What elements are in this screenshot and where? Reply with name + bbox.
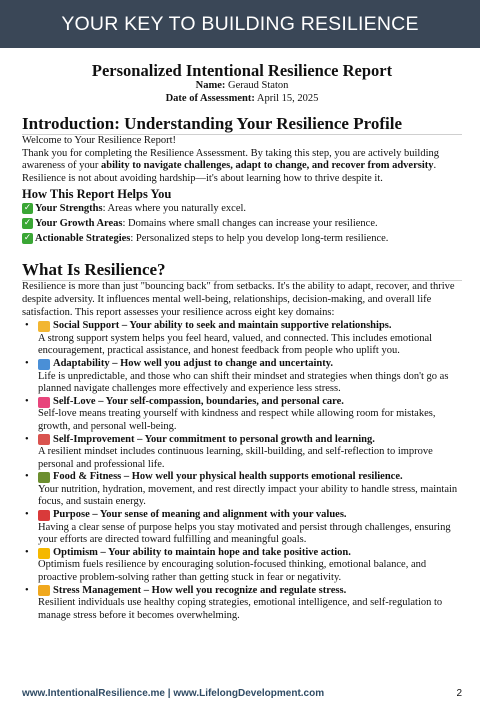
domain-heading xyxy=(38,320,462,333)
name-label: Name: xyxy=(195,80,226,91)
bullet: • xyxy=(25,320,29,332)
intro-heading: Introduction: Understanding Your Resilience Profile xyxy=(22,114,462,135)
report-name-line xyxy=(22,80,462,93)
sun-icon xyxy=(38,548,50,559)
domain-heading xyxy=(38,585,462,598)
domain-description: Your nutrition, hydration, movement, and rest directly impact your ability to handle stress, maintain focus, and sustain energy. xyxy=(38,483,458,508)
domain-heading-text: Self-Love – Your self-compassion, boundaries, and personal care. xyxy=(53,395,344,407)
intro-para-start: Thank you for completing the Resilience Assessment. By taking this step, you are actively building awareness of your xyxy=(22,147,440,172)
domain-heading-text: Purpose – Your sense of meaning and alignment with your values. xyxy=(53,509,347,521)
checklist-label: Your Growth Areas xyxy=(35,218,123,230)
domain-description: A strong support system helps you feel heard, valued, and connected. This includes emotional encouragement, practical assistance, and honest feedback from people who uplift you. xyxy=(38,332,433,357)
domain-heading-text: Social Support – Your ability to seek and maintain supportive relationships. xyxy=(53,320,392,332)
domain-description: Life is unpredictable, and those who can shift their mindset and strategies when things don't go as planned navigate challenges more effectively and experience less stress. xyxy=(38,370,449,395)
domain-list-item xyxy=(22,585,462,623)
bullet: • xyxy=(25,357,29,369)
domain-heading xyxy=(38,396,462,409)
whatis-paragraph: Resilience is more than just "bouncing back" from setbacks. It's the ability to adapt, recover, and thrive despite adversity. It influences mental well-being, relationships, decision-making, and overall life satisfaction. This report assesses your resilience across eight key domains: xyxy=(22,281,455,318)
footer xyxy=(22,688,462,699)
domain-description: Resilient individuals use healthy coping strategies, emotional intelligence, and self-regulation to manage stress before it becomes overwhelming. xyxy=(38,597,443,621)
domain-heading-text: Self-Improvement – Your commitment to personal growth and learning. xyxy=(53,433,375,445)
bullet: • xyxy=(25,584,29,596)
checklist xyxy=(22,201,462,246)
checkmark-icon: ✓ xyxy=(23,218,32,229)
domain-list-item xyxy=(22,320,462,358)
report-date-line xyxy=(22,93,462,106)
chart-up-icon xyxy=(38,434,50,445)
date-value: April 15, 2025 xyxy=(256,92,319,104)
checkmark-icon: ✓ xyxy=(23,203,32,214)
warning-icon xyxy=(38,585,50,596)
domain-description: Self-love means treating yourself with kindness and respect while allowing room for mistakes, growth, and personal well-being. xyxy=(38,408,436,432)
domain-list xyxy=(22,320,462,622)
domain-heading xyxy=(38,547,462,560)
bullet: • xyxy=(25,546,29,558)
page-number: 2 xyxy=(456,688,462,699)
checkmark-icon: ✓ xyxy=(23,233,32,244)
domain-list-item xyxy=(22,471,462,509)
domain-list-item xyxy=(22,434,462,472)
footer-links: www.IntentionalResilience.me | www.LifelongDevelopment.com xyxy=(22,688,325,699)
domain-heading-text: Stress Management – How well you recognize and regulate stress. xyxy=(53,584,347,596)
report-content xyxy=(22,62,462,622)
domain-list-item xyxy=(22,396,462,434)
handshake-icon xyxy=(38,321,50,332)
bullet: • xyxy=(25,471,29,483)
bullet: • xyxy=(25,433,29,445)
salad-icon xyxy=(38,472,50,483)
domain-heading xyxy=(38,509,462,522)
name-value: Geraud Staton xyxy=(228,80,289,91)
checklist-item xyxy=(22,231,462,246)
intro-welcome: Welcome to Your Resilience Report! xyxy=(22,135,176,146)
bullet: • xyxy=(25,509,29,521)
domain-description: Optimism fuels resilience by encouraging solution-focused thinking, emotional balance, and proactive problem-solving rather than getting stuck in fear or negativity. xyxy=(38,559,427,584)
heart-icon xyxy=(38,397,50,408)
checklist-label: Actionable Strategies xyxy=(35,233,131,245)
intro-para-end: . Resilience is not about avoiding hardship—it's about learning how to thrive despite it. xyxy=(22,160,437,184)
date-label: Date of Assessment: xyxy=(165,92,255,104)
domain-description: A resilient mindset includes continuous learning, skill-building, and self-reflection to improve personal and professional life. xyxy=(38,446,433,470)
domain-list-item xyxy=(22,547,462,585)
whatis-heading: What Is Resilience? xyxy=(22,260,462,281)
target-icon xyxy=(38,510,50,521)
report-title: Personalized Intentional Resilience Report xyxy=(91,61,393,80)
banner-title: YOUR KEY TO BUILDING RESILIENCE xyxy=(61,12,419,35)
domain-description: Having a clear sense of purpose helps you stay motivated and persist through challenges, ensuring your efforts are directed toward fulfilling and meaningful goals. xyxy=(38,521,451,546)
domain-heading xyxy=(38,434,462,447)
bullet: • xyxy=(25,395,29,407)
checklist-text: : Personalized steps to help you develop long-term resilience. xyxy=(130,233,389,245)
checklist-item xyxy=(22,216,462,231)
checklist-item xyxy=(22,201,462,216)
checklist-label: Your Strengths xyxy=(35,203,103,215)
intro-subheading: How This Report Helps You xyxy=(22,187,172,202)
header-banner xyxy=(0,0,480,48)
domain-heading-text: Adaptability – How well you adjust to change and uncertainty. xyxy=(53,357,334,369)
domain-heading-text: Food & Fitness – How well your physical health supports emotional resilience. xyxy=(53,471,403,483)
intro-para-bold: ability to navigate challenges, adapt to change, and recover from adversity xyxy=(101,160,434,172)
domain-heading-text: Optimism – Your ability to maintain hope and take positive action. xyxy=(53,546,351,558)
domain-heading xyxy=(38,471,462,484)
domain-list-item xyxy=(22,358,462,396)
domain-list-item xyxy=(22,509,462,547)
intro-paragraph xyxy=(22,148,462,186)
checklist-text: : Domains where small changes can increase your resilience. xyxy=(122,218,378,230)
refresh-icon xyxy=(38,359,50,370)
checklist-text: : Areas where you naturally excel. xyxy=(102,203,247,215)
domain-heading xyxy=(38,358,462,371)
